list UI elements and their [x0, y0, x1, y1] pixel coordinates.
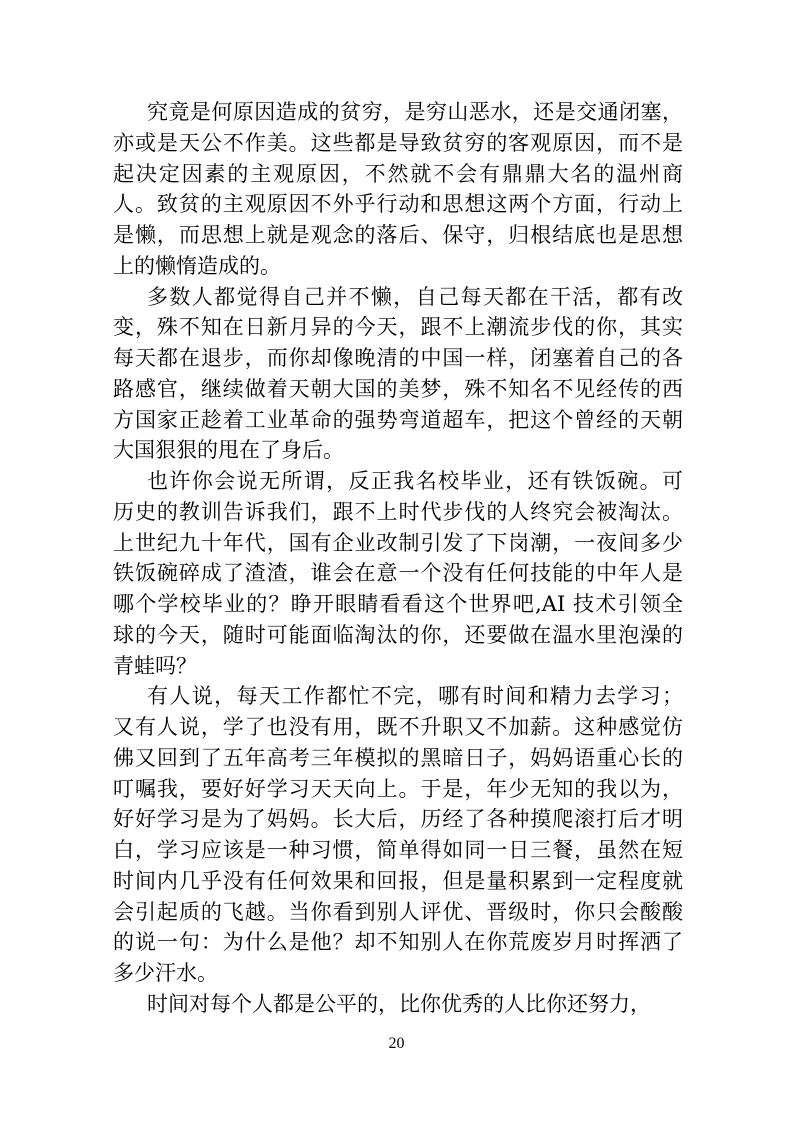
- paragraph: [113, 282, 683, 467]
- text-line: 历史的教训告诉我们，跟不上时代步伐的人终究会被淘汰。: [113, 499, 683, 524]
- text-line: 球的今天，随时可能面临淘汰的你，还要做在温水里泡澡的: [113, 622, 683, 647]
- text-line: 多数人都觉得自己并不懒，自己每天都在干活，都有改: [147, 284, 683, 309]
- text-line: 哪个学校毕业的？睁开眼睛看看这个世界吧,AI 技术引领全: [113, 592, 683, 616]
- text-line: 叮嘱我，要好好学习天天向上。于是，年少无知的我以为，: [113, 776, 683, 801]
- text-line: 是懒，而思想上就是观念的落后、保守，归根结底也是思想: [113, 223, 683, 247]
- text-line: 也许你会说无所谓，反正我名校毕业，还有铁饭碗。可: [147, 469, 683, 493]
- text-line: 上世纪九十年代，国有企业改制引发了下岗潮，一夜间多少: [113, 530, 683, 555]
- text-line: 每天都在退步，而你却像晚清的中国一样，闭塞着自己的各: [113, 346, 683, 370]
- paragraph: [113, 466, 683, 681]
- text-line: 大国狠狠的甩在了身后。: [113, 438, 344, 463]
- document-body: [113, 97, 683, 1020]
- text-line: 佛又回到了五年高考三年模拟的黑暗日子，妈妈语重心长的: [113, 745, 683, 770]
- text-line: 亦或是天公不作美。这些都是导致贫穷的客观原因，而不是: [113, 130, 683, 155]
- text-line: 路感官，继续做着天朝大国的美梦，殊不知名不见经传的西: [113, 376, 683, 401]
- text-line: 白，学习应该是一种习惯，简单得如同一日三餐，虽然在短: [113, 838, 683, 862]
- text-line: 上的懒惰造成的。: [113, 253, 281, 278]
- text-line: 时间内几乎没有任何效果和回报，但是量积累到一定程度就: [113, 868, 683, 893]
- paragraph: [113, 681, 683, 989]
- paragraph: [113, 97, 683, 282]
- text-line: 铁饭碗碎成了渣渣，谁会在意一个没有任何技能的中年人是: [113, 561, 683, 586]
- text-line: 又有人说，学了也没有用，既不升职又不加薪。这种感觉仿: [113, 715, 683, 739]
- text-line: 究竟是何原因造成的贫穷，是穷山恶水，还是交通闭塞，: [147, 100, 683, 124]
- text-line: 的说一句：为什么是他？却不知别人在你荒废岁月时挥洒了: [113, 930, 683, 955]
- text-line: 人。致贫的主观原因不外乎行动和思想这两个方面，行动上: [113, 192, 683, 217]
- text-line: 多少汗水。: [113, 961, 218, 985]
- paragraph: [113, 989, 683, 1020]
- text-line: 青蛙吗？: [113, 653, 197, 678]
- text-line: 起决定因素的主观原因，不然就不会有鼎鼎大名的温州商: [113, 161, 683, 186]
- text-line: 变，殊不知在日新月异的今天，跟不上潮流步伐的你，其实: [113, 315, 683, 340]
- text-line: 好好学习是为了妈妈。长大后，历经了各种摸爬滚打后才明: [113, 807, 683, 832]
- page-number: 20: [388, 1035, 405, 1052]
- text-line: 时间对每个人都是公平的，比你优秀的人比你还努力，: [147, 991, 651, 1016]
- text-line: 有人说，每天工作都忙不完，哪有时间和精力去学习；: [147, 684, 683, 709]
- text-line: 会引起质的飞越。当你看到别人评优、晋级时，你只会酸酸: [113, 899, 683, 924]
- text-line: 方国家正趁着工业革命的强势弯道超车，把这个曾经的天朝: [113, 407, 683, 432]
